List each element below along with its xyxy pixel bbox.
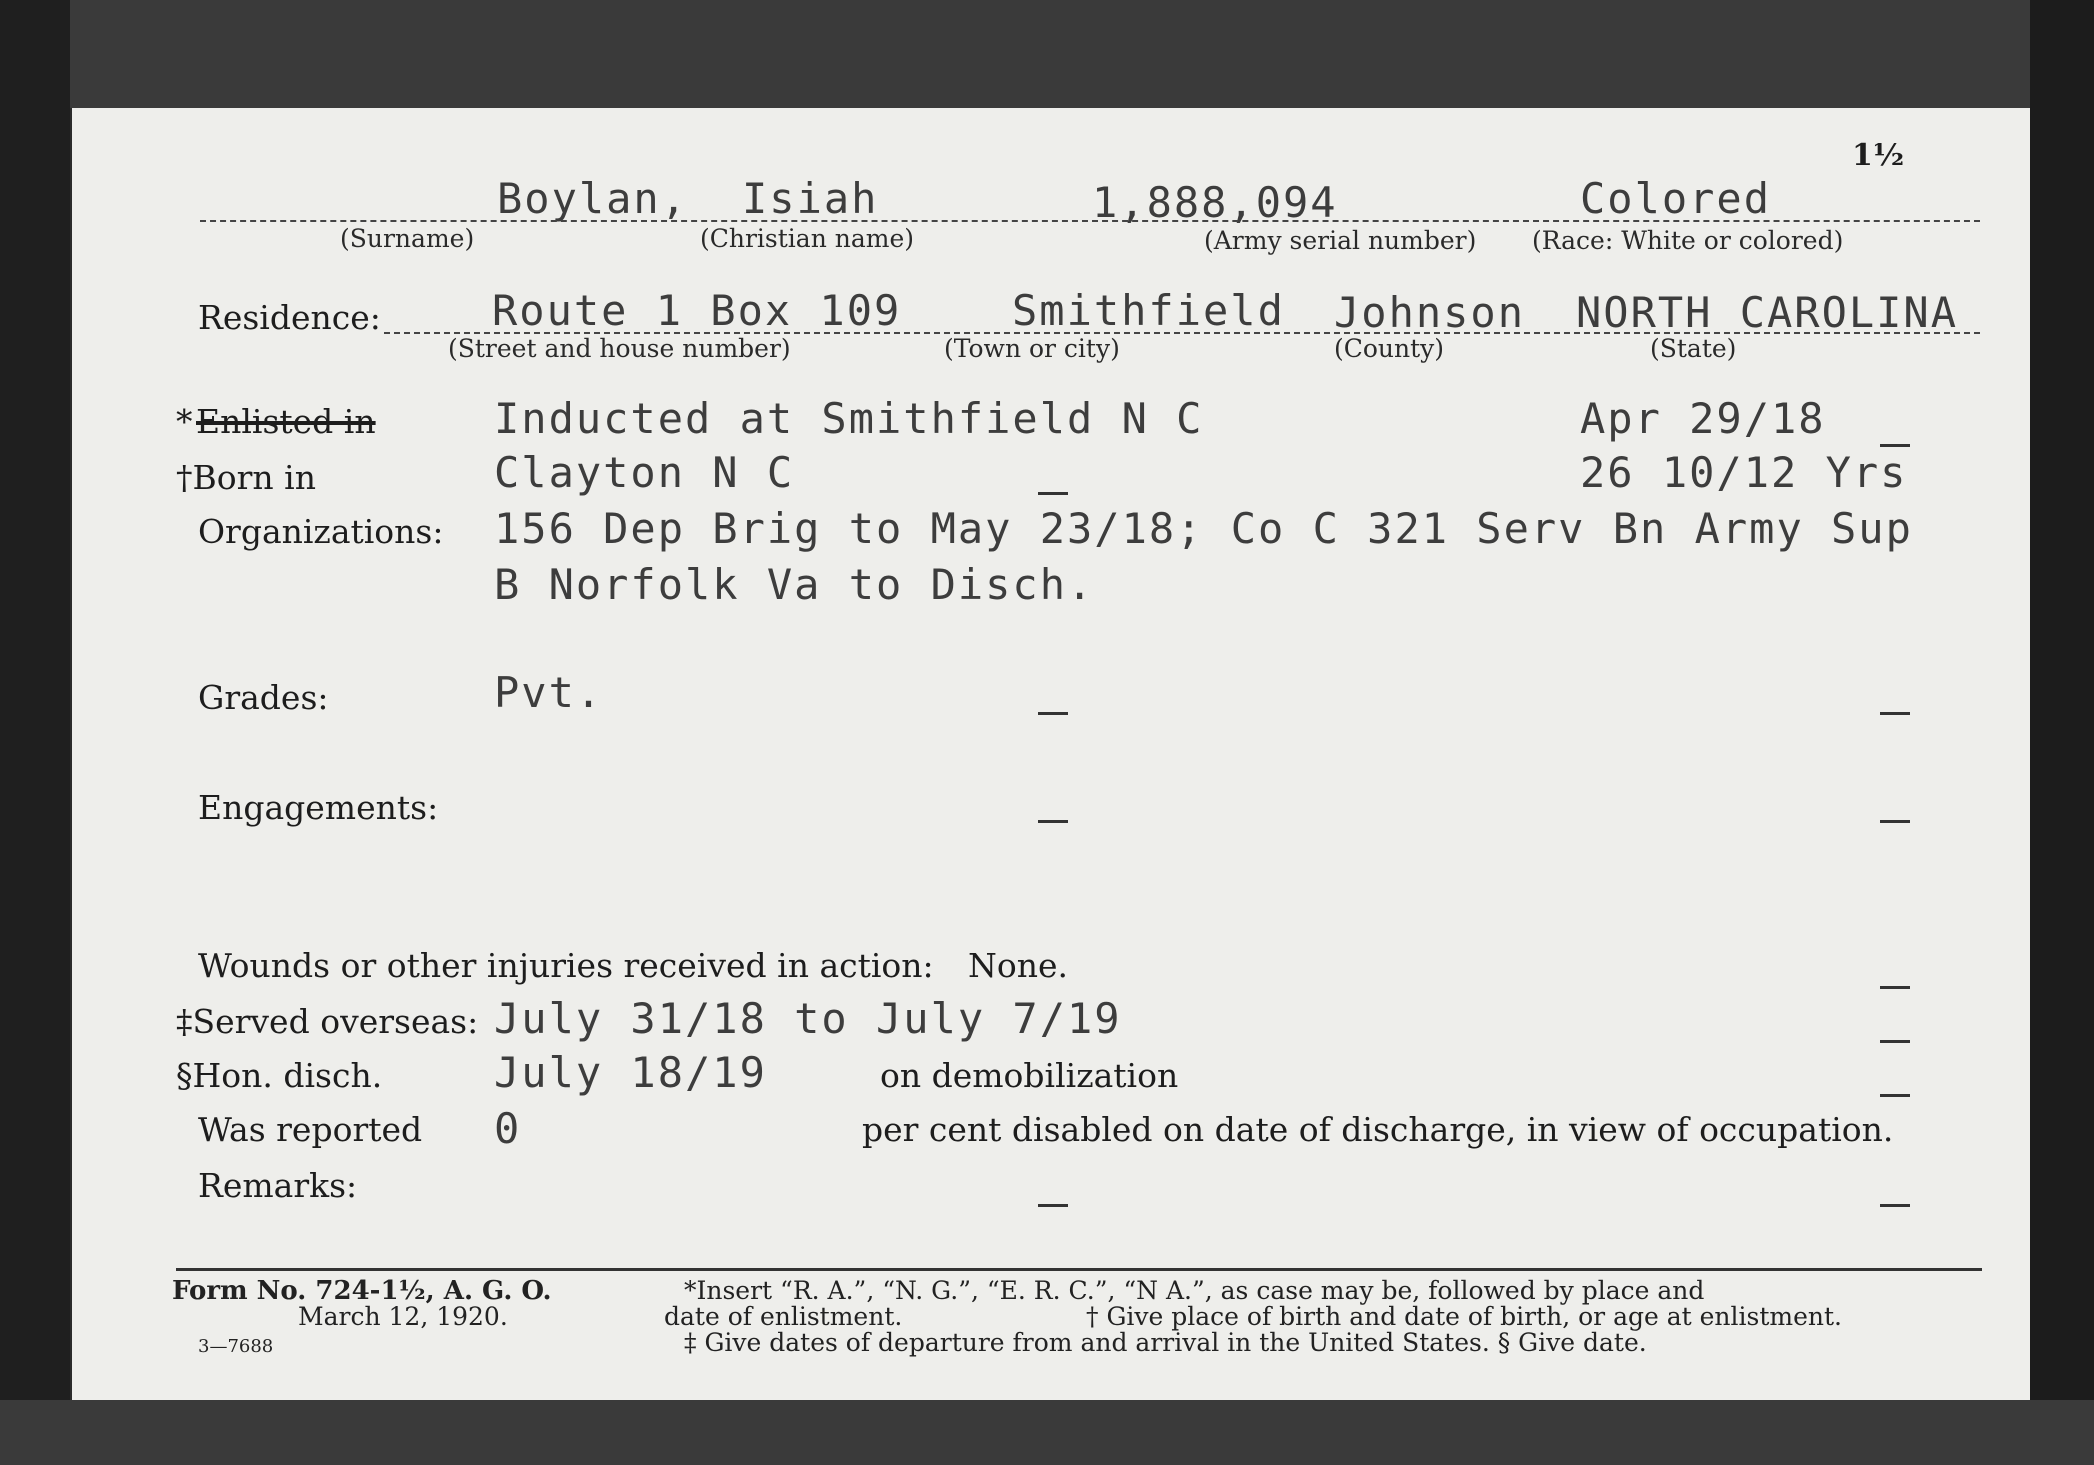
overseas-label: ‡Served overseas:: [176, 1002, 479, 1041]
corner-number: 1½: [1852, 138, 1905, 173]
organizations-label: Organizations:: [198, 512, 444, 551]
form-date: March 12, 1920.: [298, 1302, 508, 1331]
footnote-line-1: *Insert “R. A.”, “N. G.”, “E. R. C.”, “N A.”, as case may be, followed by place and: [684, 1276, 1705, 1305]
enlisted-label: Enlisted in: [196, 402, 376, 441]
remarks-dash-1: [1038, 1204, 1068, 1207]
caption-state: (State): [1650, 334, 1737, 363]
overseas-dash: [1880, 1040, 1910, 1043]
born-dash: [1038, 492, 1068, 495]
caption-town: (Town or city): [944, 334, 1120, 363]
engagements-label: Engagements:: [198, 788, 439, 827]
caption-street: (Street and house number): [448, 334, 791, 363]
enlisted-dash: [1880, 444, 1910, 447]
born-age: 26 10/12 Yrs: [1580, 448, 1908, 497]
born-label: †Born in: [176, 458, 316, 497]
state-value: NORTH CAROLINA: [1576, 288, 1959, 337]
caption-christian-name: (Christian name): [700, 224, 915, 253]
wounds-dash: [1880, 986, 1910, 989]
remarks-label: Remarks:: [198, 1166, 358, 1205]
grades-dash-2: [1880, 712, 1910, 715]
surname-value: Boylan,: [497, 174, 689, 223]
print-code: 3—7688: [198, 1336, 274, 1357]
form-number: Form No. 724-1½, A. G. O.: [172, 1276, 552, 1306]
name-line: [200, 220, 1980, 222]
race-value: Colored: [1580, 174, 1772, 223]
enlisted-date: Apr 29/18: [1580, 394, 1826, 443]
discharge-note: on demobilization: [880, 1056, 1179, 1095]
street-value: Route 1 Box 109: [492, 286, 902, 335]
wounds-value: None.: [968, 946, 1069, 985]
caption-serial-number: (Army serial number): [1204, 226, 1477, 255]
remarks-dash-2: [1880, 1204, 1910, 1207]
scan-border-left: [0, 0, 70, 1465]
engagements-dash-2: [1880, 820, 1910, 823]
reported-value: 0: [494, 1104, 522, 1153]
enlisted-star: *: [176, 402, 193, 441]
county-value: Johnson: [1334, 288, 1526, 337]
footer-rule: [176, 1268, 1982, 1271]
christian-name-value: Isiah: [742, 174, 879, 223]
reported-label: Was reported: [198, 1110, 423, 1149]
overseas-value: July 31/18 to July 7/19: [494, 994, 1122, 1043]
service-record-card: [72, 108, 2030, 1400]
caption-county: (County): [1334, 334, 1445, 363]
wounds-label: Wounds or other injuries received in action:: [198, 946, 934, 985]
enlisted-value: Inducted at Smithfield N C: [494, 394, 1204, 443]
scan-border-top: [0, 0, 2094, 108]
grades-label: Grades:: [198, 678, 329, 717]
reported-note: per cent disabled on date of discharge, in view of occupation.: [862, 1110, 1894, 1149]
town-value: Smithfield: [1012, 286, 1285, 335]
grades-value: Pvt.: [494, 668, 604, 717]
engagements-dash-1: [1038, 820, 1068, 823]
scan-border-bottom: [0, 1400, 2094, 1465]
born-value: Clayton N C: [494, 448, 795, 497]
caption-race: (Race: White or colored): [1532, 226, 1844, 255]
caption-surname: (Surname): [340, 224, 475, 253]
organizations-line-2: B Norfolk Va to Disch.: [494, 560, 1095, 609]
discharge-value: July 18/19: [494, 1048, 767, 1097]
footnote-line-3: ‡ Give dates of departure from and arrival in the United States. § Give date.: [684, 1328, 1647, 1357]
residence-label: Residence:: [198, 298, 381, 337]
scan-border-right: [2030, 0, 2094, 1465]
organizations-line-1: 156 Dep Brig to May 23/18; Co C 321 Serv Bn Army Sup: [494, 504, 1913, 553]
serial-number-value: 1,888,094: [1092, 178, 1338, 227]
footnote-line-2b: † Give place of birth and date of birth, or age at enlistment.: [1086, 1302, 1842, 1331]
grades-dash-1: [1038, 712, 1068, 715]
discharge-dash: [1880, 1094, 1910, 1097]
discharge-label: §Hon. disch.: [176, 1056, 383, 1095]
footnote-line-2a: date of enlistment.: [664, 1302, 903, 1331]
